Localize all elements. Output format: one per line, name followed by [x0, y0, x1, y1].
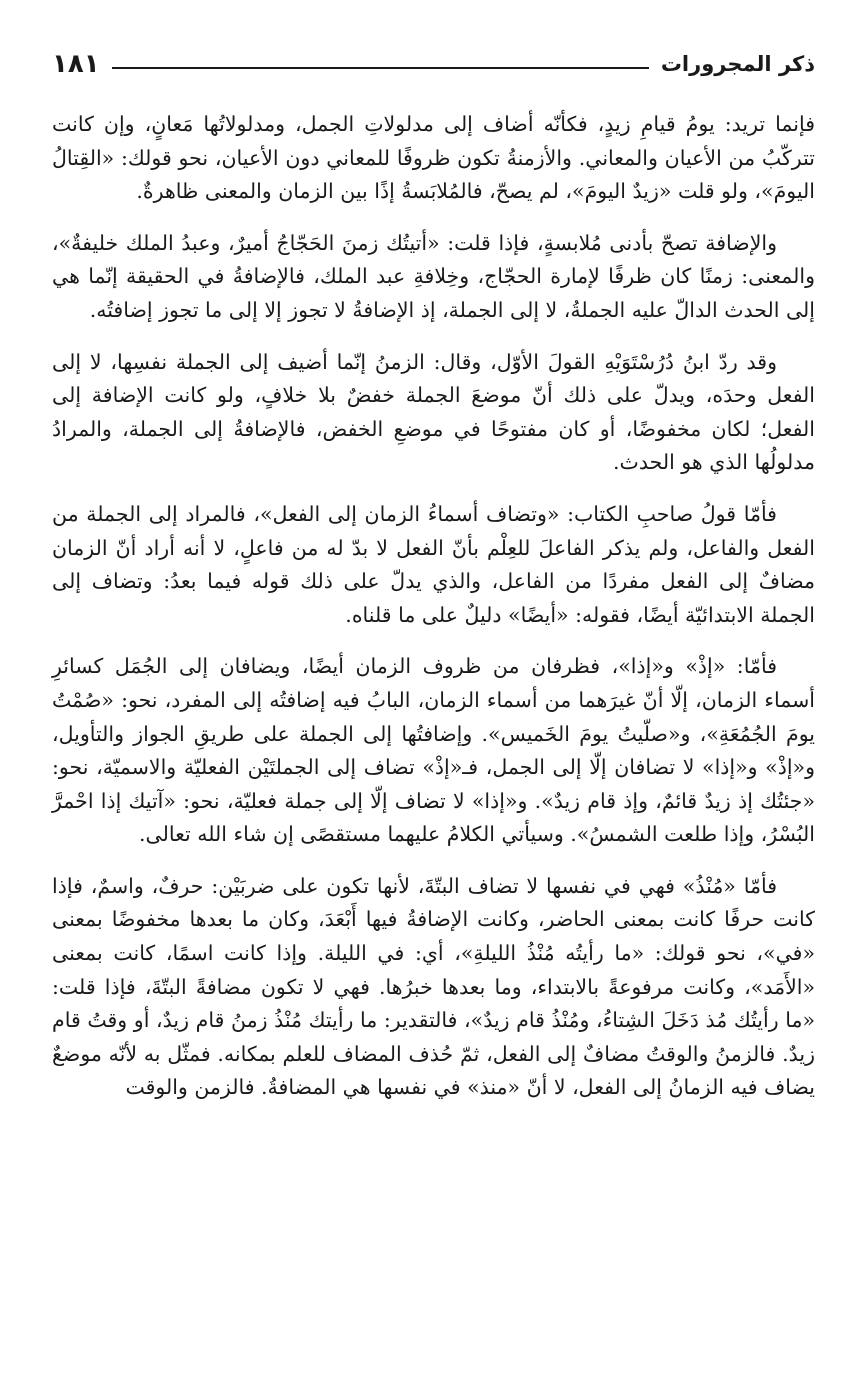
page-number: ١٨١	[52, 49, 100, 79]
body-text	[52, 108, 815, 1123]
paragraph: فإنما تريد: يومُ قيامِ زيدٍ، فكأنّه أضاف إلى مدلولاتِ الجمل، ومدلولاتُها مَعانٍ، وإن كانت تتركّبُ من الأعيان والمعاني. والأزمنةُ تكون ظروفًا للمعاني دون الأعيان، نحو قولك: «القِتالُ اليومَ»، ولو قلت «زيدٌ اليومَ»، لم يصحّ، فالمُلابَسةُ إذًا بين الزمان والمعنى ظاهرةٌ.	[52, 112, 815, 204]
header-rule	[112, 67, 649, 69]
paragraph: والإضافة تصحّ بأدنى مُلابسةٍ، فإذا قلت: «أتيتُك زمنَ الحَجّاجُ أميرٌ، وعبدُ الملك خليفةٌ»، والمعنى: زمنًا كان ظرفًا لإمارة الحجّاج، وخِلافةِ عبد الملك، فالإضافةُ في الحقيقة إنّما هي إلى الحدث الدالّ عليه الجملةُ، لا إلى الجملة، إذ الإضافةُ لا تجوز إلا إلى ما تجوز إضافتُه.	[52, 230, 815, 322]
paragraph: فأمّا «مُنْذُ» فهي في نفسها لا تضاف البتّةَ، لأنها تكون على ضربَيْن: حرفٌ، واسمٌ، فإذا كانت حرفًا كانت بمعنى الحاضر، وكانت الإضافةُ فيها أَبْعَدَ، وكان ما بعدها مخفوضًا بمعنى «في»، نحو قولك: «ما رأيتُه مُنْذُ الليلةِ»، أي: في الليلة. وإذا كانت اسمًا، كانت بمعنى «الأَمَد»، وكانت مرفوعةً بالابتداء، وما بعدها خبرُها. فهي لا تكون مضافةً البتّةَ، فإذا قلت: «ما رأيتُك مُذ دَخَلَ الشِتاءُ، ومُنْذُ قام زيدٌ»، فالتقدير: ما رأيتك مُنْذُ زمنُ قام زيدٌ، أو وقتُ قام زيدٌ. فالزمنُ والوقتُ مضافٌ إلى الفعل، ثمّ حُذف المضاف للعلم بمكانه. فمثّل به لأنّه موضعٌ يضاف فيه الزمانُ إلى الفعل، لا أنّ «منذ» في نفسها هي المضافةُ. فالزمن والوقت	[52, 873, 815, 1100]
paragraph: فأمّا: «إذْ» و«إذا»، فظرفان من ظروف الزمان أيضًا، ويضافان إلى الجُمَل كسائرِ أسماء الزمان، إلّا أنّ غيرَهما من أسماء الزمان، البابُ فيه إضافتُه إلى المفرد، نحو: «صُمْتُ يومَ الجُمُعَةِ»، و«صلّيتُ يومَ الخَميس». وإضافتُها إلى الجملة على طريقِ الجواز والتأويل، و«إذْ» و«إذا» لا تضافان إلّا إلى الجمل، فـ«إذْ» تضاف إلى الجملتَيْن الفعليّة والاسميّة، نحو: «جئتُك إذ زيدٌ قائمٌ، وإذ قام زيدٌ». و«إذا» لا تضاف إلّا إلى جملة فعليّة، نحو: «آتيك إذا احْمرَّ البُسْرُ، وإذا طلعت الشمسُ». وسيأتي الكلامُ عليهما مستقصًى إن شاء الله تعالى.	[52, 654, 815, 847]
paragraph: فأمّا قولُ صاحبِ الكتاب: «وتضاف أسماءُ الزمان إلى الفعل»، فالمراد إلى الجملة من الفعل والفاعل، ولم يذكر الفاعلَ للعِلْم بأنّ الفعل لا بدّ له من فاعلٍ، لا أنه أراد أنّ الزمان مضافٌ إلى الفعل مفردًا من الفاعل، والذي يدلّ على ذلك قوله فيما بعدُ: وتضاف إلى الجملة الابتدائيّة أيضًا، فقوله: «أيضًا» دليلٌ على ما قلناه.	[52, 501, 815, 627]
running-header	[52, 44, 815, 84]
paragraph: وقد ردّ ابنُ دُرُسْتَوَيْهِ القولَ الأوّل، وقال: الزمنُ إنّما أضيف إلى الجملة نفسِها، لا إلى الفعل وحدَه، ويدلّ على ذلك أنّ موضعَ الجملة خفضٌ بلا خلافٍ، ولو كانت الإضافة إلى الفعل؛ لكان مخفوضًا، أو كان مفتوحًا في موضعِ الخفض، فالإضافةُ إلى الجملة، والمرادُ مدلولُها الذي هو الحدث.	[52, 349, 815, 475]
chapter-title: ذكر المجرورات	[660, 52, 815, 76]
